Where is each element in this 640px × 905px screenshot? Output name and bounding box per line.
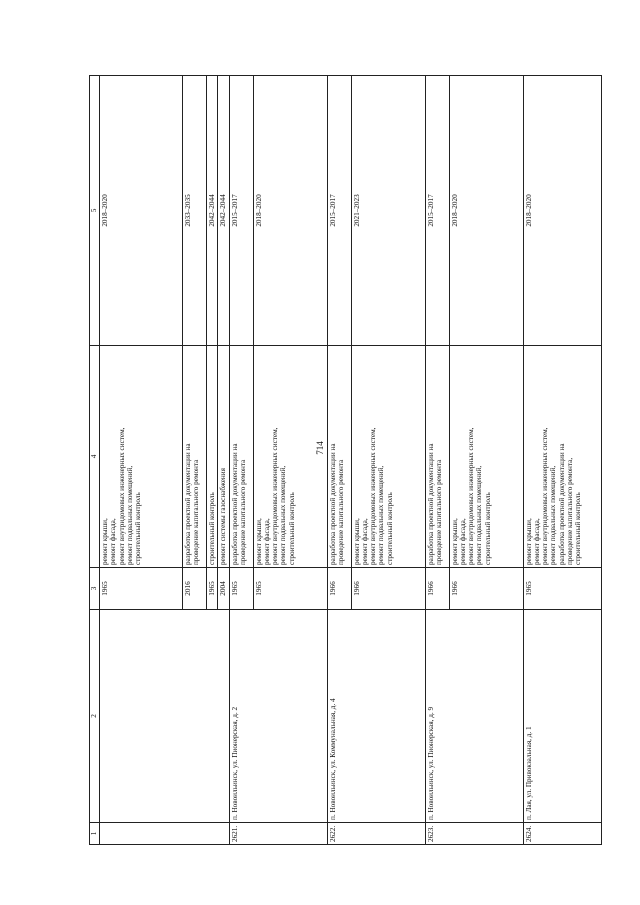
year-cell: 1966: [449, 568, 523, 610]
header-cell: 1: [90, 823, 100, 845]
work-item: разработка проектной документации на: [426, 443, 435, 565]
works-cell: [218, 346, 229, 568]
period-cell: 2018–2020: [100, 76, 183, 346]
row-number: 2624.: [523, 823, 601, 845]
work-item: ремонт внутридомовых инженерных систем,: [117, 427, 126, 565]
row-number: 2623.: [425, 823, 523, 845]
work-item: ремонт фасада,: [109, 518, 118, 565]
work-item: ремонт системы газоснабжения: [219, 468, 228, 565]
work-item: ремонт подвальных помещений,: [377, 465, 386, 565]
work-item: ремонт крыши,: [352, 518, 361, 565]
period-cell: 2015–2017: [229, 76, 253, 346]
work-item: разработка проектной документации на: [328, 443, 337, 565]
work-item: ремонт крыши,: [254, 518, 263, 565]
period-cell: 2018–2020: [253, 76, 327, 346]
works-cell: [523, 346, 601, 568]
works-cell: [425, 346, 449, 568]
work-item: ремонт подвальных помещений,: [475, 465, 484, 565]
work-item: ремонт фасада,: [458, 518, 467, 565]
work-item: ремонт подвальных помещений,: [279, 465, 288, 565]
works-cell: [449, 346, 523, 568]
work-item: ремонт подвальных помещений,: [125, 465, 134, 565]
work-item: проведение капитального ремонта,: [565, 457, 574, 565]
header-cell: 2: [90, 610, 100, 823]
works-cell: [351, 346, 425, 568]
work-item: строительный контроль: [483, 492, 492, 565]
period-cell: 2042–2044: [218, 76, 229, 346]
work-item: ремонт крыши,: [450, 518, 459, 565]
work-item: проведение капитального ремонта: [336, 459, 345, 565]
work-item: ремонт подвальных помещений,: [549, 465, 558, 565]
year-cell: 1966: [351, 568, 425, 610]
address-cell: п. Новоильинск, ул. Коммунальная, д. 4: [327, 610, 425, 823]
year-cell: 2016: [183, 568, 207, 610]
works-cell: [229, 346, 253, 568]
year-cell: 1966: [425, 568, 449, 610]
table-row: [425, 76, 449, 845]
year-cell: 1966: [327, 568, 351, 610]
header-cell: 5: [90, 76, 100, 346]
work-item: проведение капитального ремонта: [192, 459, 201, 565]
header-row: [90, 76, 100, 845]
table-row: [327, 76, 351, 845]
work-item: строительный контроль: [385, 492, 394, 565]
period-cell: 2033–2035: [183, 76, 207, 346]
work-item: ремонт внутридомовых инженерных систем,: [541, 427, 550, 565]
work-item: строительный контроль: [287, 492, 296, 565]
work-item: проведение капитального ремонта: [434, 459, 443, 565]
period-cell: 2015–2017: [425, 76, 449, 346]
row-number: 2621.: [229, 823, 327, 845]
address-cell: п. Новоильинск, ул. Пионерская, д. 2: [229, 610, 327, 823]
row-number: 2622.: [327, 823, 425, 845]
period-cell: 2018–2020: [523, 76, 601, 346]
capital-repair-table: [89, 75, 602, 845]
works-cell: [183, 346, 207, 568]
year-cell: 1965: [207, 568, 218, 610]
table-row: [100, 76, 183, 845]
work-item: строительный контроль: [208, 492, 216, 565]
work-item: ремонт крыши,: [101, 518, 109, 565]
work-item: ремонт внутридомовых инженерных систем,: [369, 427, 378, 565]
work-item: разработка проектной документации на: [557, 443, 566, 565]
period-cell: 2018–2020: [449, 76, 523, 346]
year-cell: 1965: [229, 568, 253, 610]
year-cell: 2004: [218, 568, 229, 610]
works-cell: [327, 346, 351, 568]
period-cell: 2021–2023: [351, 76, 425, 346]
work-item: ремонт фасада,: [532, 518, 541, 565]
works-cell: [253, 346, 327, 568]
year-cell: 1965: [253, 568, 327, 610]
page-number: 714: [315, 441, 325, 455]
table-body: [100, 76, 602, 845]
work-item: ремонт внутридомовых инженерных систем,: [467, 427, 476, 565]
work-item: разработка проектной документации на: [230, 443, 239, 565]
table-row: [523, 76, 601, 845]
work-item: проведение капитального ремонта: [238, 459, 247, 565]
table-row: [229, 76, 253, 845]
row-number: [100, 823, 230, 845]
work-item: ремонт крыши,: [524, 518, 533, 565]
work-item: разработка проектной документации на: [184, 443, 192, 565]
work-item: ремонт фасада,: [262, 518, 271, 565]
work-item: ремонт внутридомовых инженерных систем,: [271, 427, 280, 565]
address-cell: [100, 610, 230, 823]
work-item: строительный контроль: [134, 492, 143, 565]
works-cell: [100, 346, 183, 568]
year-cell: 1965: [100, 568, 183, 610]
period-cell: 2042–2044: [207, 76, 218, 346]
work-item: ремонт фасада,: [360, 518, 369, 565]
rotated-table-wrapper: [89, 76, 583, 845]
works-cell: [207, 346, 218, 568]
address-cell: п. Лая, ул. Привокзальная, д. 1: [523, 610, 601, 823]
year-cell: 1965: [523, 568, 601, 610]
period-cell: 2015–2017: [327, 76, 351, 346]
header-cell: 3: [90, 568, 100, 610]
header-cell: 4: [90, 346, 100, 568]
work-item: строительный контроль: [574, 492, 583, 565]
address-cell: п. Новоильинск, ул. Пионерская, д. 9: [425, 610, 523, 823]
